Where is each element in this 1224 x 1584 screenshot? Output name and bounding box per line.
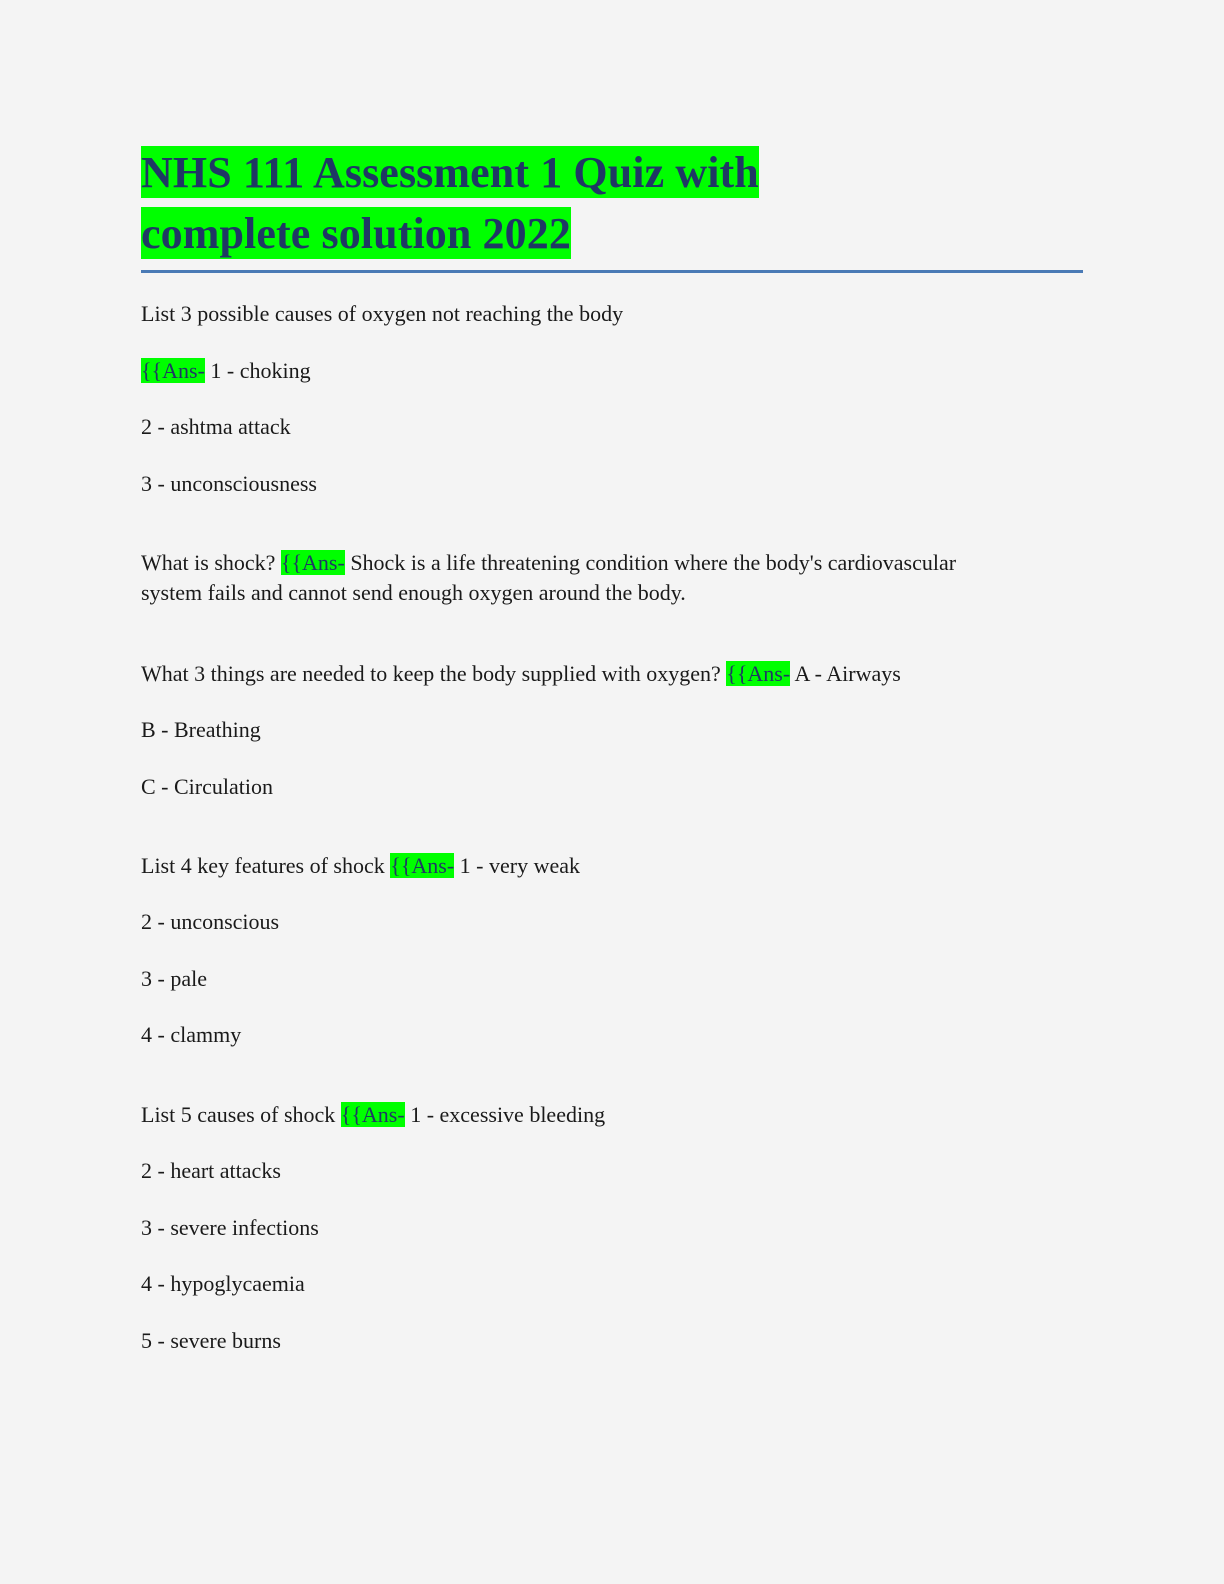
question-text: List 5 causes of shock <box>141 1101 341 1127</box>
answer-text: Shock is a life threatening condition where the body's cardiovascular system fails and cannot send enough oxygen around the body. <box>141 550 957 606</box>
question-answer-line <box>141 1100 1056 1129</box>
answer-line: 2 - heart attacks <box>141 1158 281 1184</box>
answer-line: 4 - hypoglycaemia <box>141 1271 305 1297</box>
answer-line: 3 - pale <box>141 965 207 991</box>
title-divider <box>141 270 1083 273</box>
page-title-line-2: complete solution 2022 <box>141 208 571 258</box>
answer-marker: {{Ans- <box>141 357 205 383</box>
question-answer-line <box>141 548 971 608</box>
answer-text: 1 - choking <box>204 357 311 383</box>
question-text: List 3 possible causes of oxygen not reaching the body <box>141 301 624 327</box>
answer-line: 5 - severe burns <box>141 1327 281 1353</box>
qa-block-shock-causes <box>141 1100 1083 1355</box>
answer-line: C - Circulation <box>141 773 273 799</box>
document-body <box>141 299 1083 1355</box>
answer-line: 2 - unconscious <box>141 909 280 935</box>
qa-block-oxygen-causes <box>141 299 1083 498</box>
answer-line: 3 - unconsciousness <box>141 470 317 496</box>
question-answer-line <box>141 851 1056 880</box>
answer-line <box>141 356 1056 385</box>
answer-marker: {{Ans- <box>726 660 791 686</box>
question-answer-line <box>141 659 1056 688</box>
answer-line: 4 - clammy <box>141 1022 242 1048</box>
qa-block-shock-key-features <box>141 851 1083 1050</box>
answer-text: 1 - excessive bleeding <box>404 1101 606 1127</box>
question-text: List 4 key features of shock <box>141 852 391 878</box>
question-text: What 3 things are needed to keep the body supplied with oxygen? <box>141 660 727 686</box>
answer-marker: {{Ans- <box>390 852 455 878</box>
answer-line: 3 - severe infections <box>141 1214 319 1240</box>
answer-line: 2 - ashtma attack <box>141 414 291 440</box>
answer-text: A - Airways <box>790 660 901 686</box>
answer-text: 1 - very weak <box>454 852 581 878</box>
page-title-line-1: NHS 111 Assessment 1 Quiz with <box>141 148 759 197</box>
answer-marker: {{Ans- <box>340 1101 405 1127</box>
answer-line: B - Breathing <box>141 717 261 743</box>
answer-marker: {{Ans- <box>280 550 345 576</box>
qa-block-what-is-shock <box>141 548 1083 608</box>
page-title <box>141 143 941 264</box>
question-text: What is shock? <box>141 550 281 576</box>
qa-block-abc-oxygen <box>141 659 1083 801</box>
